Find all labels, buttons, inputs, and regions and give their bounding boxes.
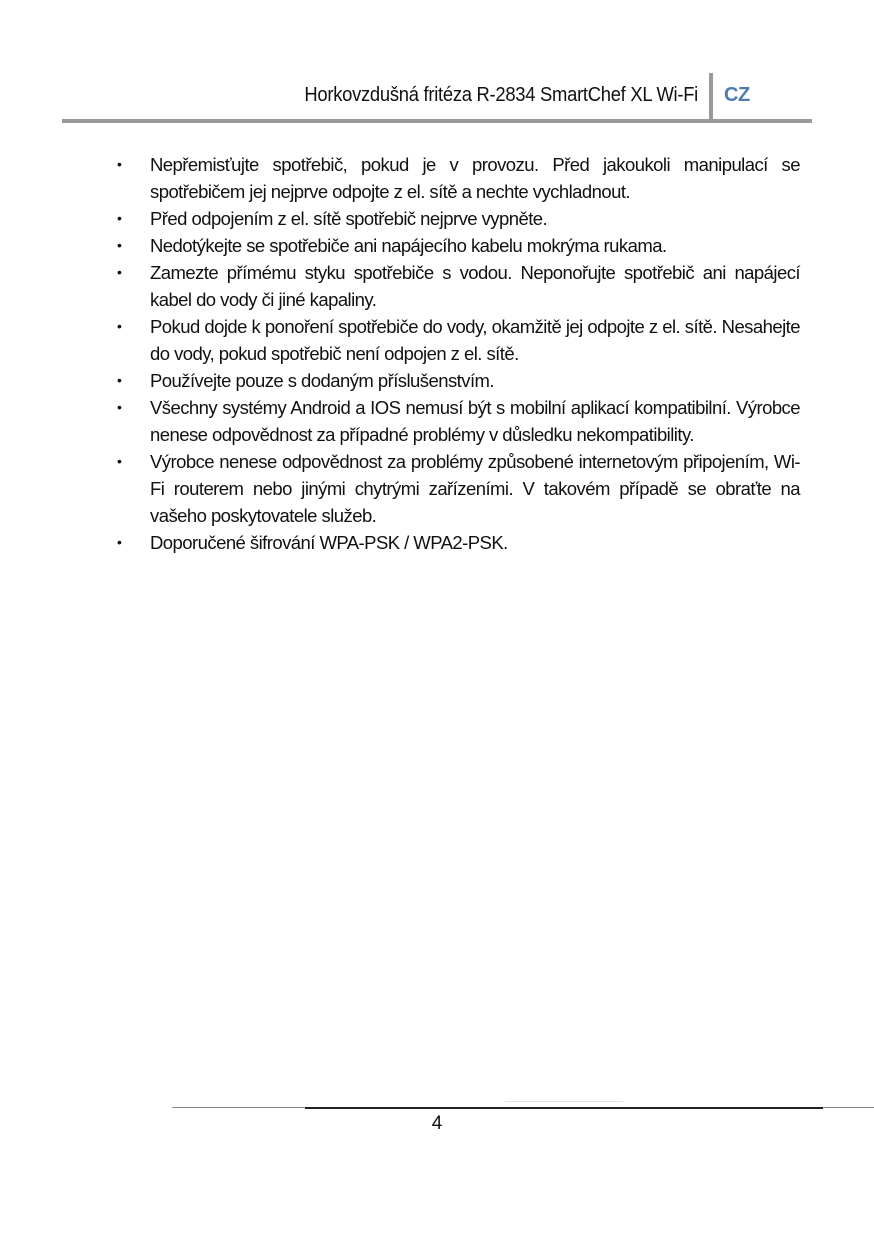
header-divider [709,73,713,121]
list-item-text: Nepřemisťujte spotřebič, pokud je v provozu. Před jakoukoli manipulací se spotřebičem jej nejprve odpojte z el. sítě a nechte vychladnout. [150,154,800,202]
bullet-icon: • [117,399,122,415]
page-number: 4 [431,1113,443,1134]
list-item [112,367,800,394]
bullet-icon: • [117,318,122,334]
footer-rule-faint [505,1101,623,1102]
list-item [112,529,800,556]
list-item-text: Před odpojením z el. sítě spotřebič nejprve vypněte. [150,208,548,229]
bullet-icon: • [117,372,122,388]
list-item [112,313,800,367]
list-item-text: Výrobce nenese odpovědnost za problémy způsobené internetovým připojením, Wi-Fi routerem nebo jinými chytrými zařízeními. V takovém případě se obraťte na vašeho poskytovatele služeb. [150,451,800,526]
list-item-text: Používejte pouze s dodaným příslušenstvím. [150,370,495,391]
list-item [112,259,800,313]
list-item-text: Doporučené šifrování WPA-PSK / WPA2-PSK. [150,532,508,553]
list-item [112,151,800,205]
list-item [112,448,800,529]
footer-rule-dark [305,1107,823,1109]
bullet-icon: • [117,237,122,253]
list-item [112,394,800,448]
bullet-icon: • [117,156,122,172]
list-item-text: Pokud dojde k ponoření spotřebiče do vody, okamžitě jej odpojte z el. sítě. Nesahejte do vody, pokud spotřebič není odpojen z el. sítě. [150,316,800,364]
list-item [112,205,800,232]
bullet-icon: • [117,210,122,226]
document-title: Horkovzdušná fritéza R-2834 SmartChef XL Wi-Fi [304,84,698,106]
header-rule [62,119,812,123]
list-item-text: Nedotýkejte se spotřebiče ani napájecího kabelu mokrýma rukama. [150,235,667,256]
list-item-text: Zamezte přímému styku spotřebiče s vodou. Neponořujte spotřebič ani napájecí kabel do vody či jiné kapaliny. [150,262,800,310]
bullet-icon: • [117,453,122,469]
language-code: CZ [724,84,750,106]
bullet-icon: • [117,264,122,280]
list-item [112,232,800,259]
safety-instructions-list [112,151,800,556]
list-item-text: Všechny systémy Android a IOS nemusí být s mobilní aplikací kompatibilní. Výrobce nenese odpovědnost za případné problémy v důsledku nekompatibility. [150,397,800,445]
bullet-icon: • [117,534,122,550]
